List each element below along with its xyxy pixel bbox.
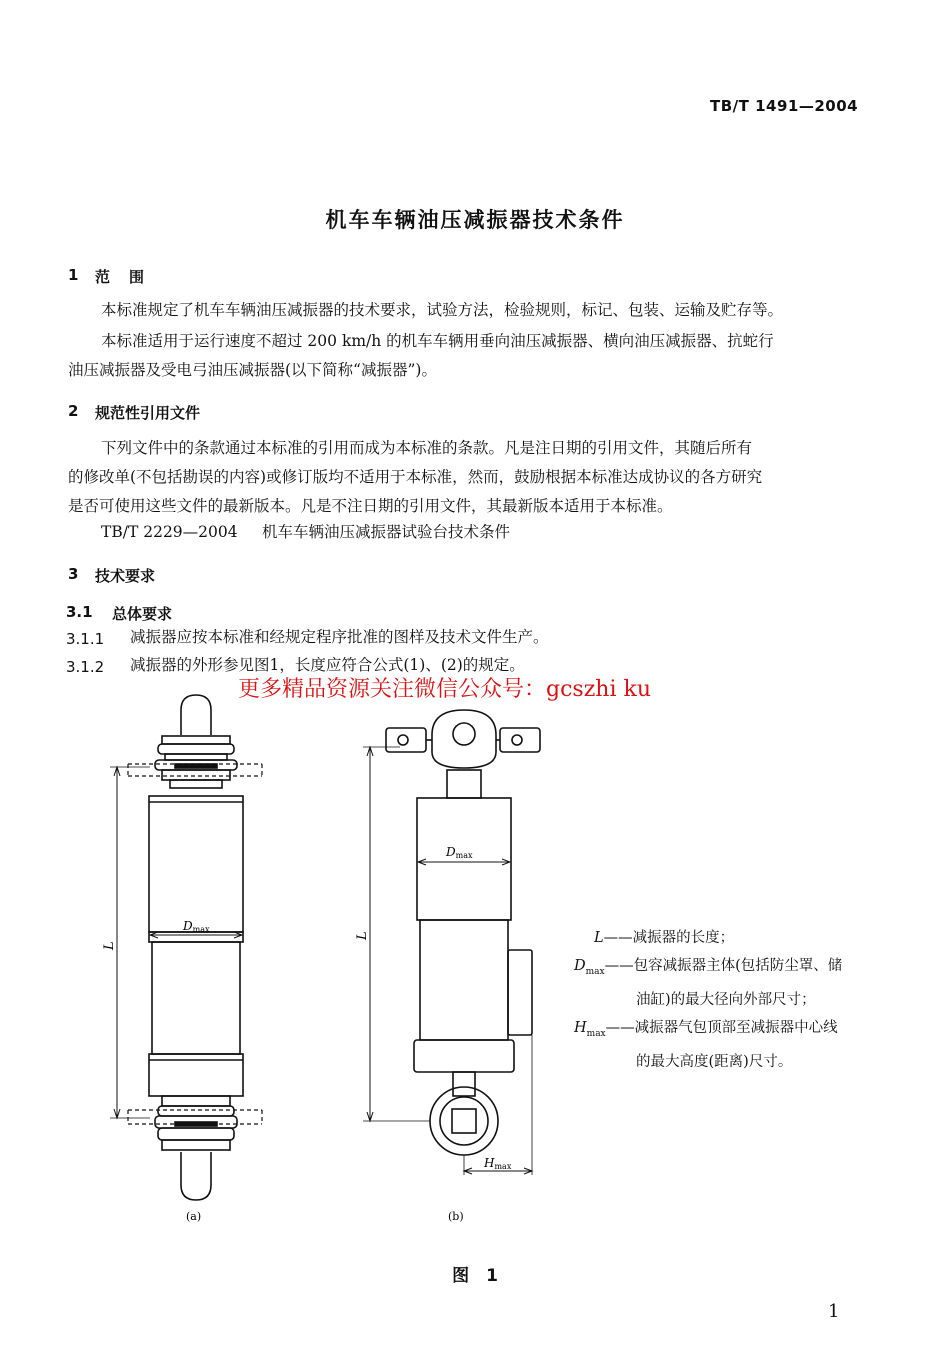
dim-L-b: L [355,931,370,940]
dim-D-b: Dmax [446,845,473,860]
reference-code: TB/T 2229—2004 [101,523,238,541]
legend-H: $H_{max}——$减振器气包顶部至减振器中心线 [574,1019,838,1039]
section-2-para-c: 是否可使用这些文件的最新版本。凡是不注日期的引用文件，其最新版本适用于本标准。 [68,497,673,515]
legend-D: $D_{max}——$包容减振器主体(包括防尘罩、储 [574,958,843,977]
legend-L: L——减振器的长度； [594,930,735,946]
section-2-para-b: 的修改单(不包括勘误的内容)或修订版均不适用于本标准，然而，鼓励根据本标准达成协议的各方研究 [68,468,763,486]
page-number: 1 [828,1301,840,1322]
section-3-1-number: 3.1 [66,603,93,621]
dim-D-a: Dmax [183,919,210,934]
legend-D-cont: 油缸)的最大径向外部尺寸； [636,991,816,1008]
legend-H-cont: 的最大高度(距离)尺寸。 [636,1053,793,1070]
section-1-title: 范 围 [95,268,147,286]
bottom-cap-a [181,1152,211,1200]
section-3-1-2-number: 3.1.2 [66,658,105,676]
body-upper-a [149,796,243,932]
section-1-para-2b: 油压减振器及受电弓油压减振器(以下简称“减振器”)。 [68,361,437,379]
dim-H-b: Hmax [484,1156,512,1171]
top-seat-a-1 [162,736,230,744]
standard-number: TB/T 1491—2004 [710,97,859,115]
caption-a: (a) [186,1210,202,1223]
section-1-number: 1 [68,266,79,284]
document-title: 机车车辆油压减振器技术条件 [325,208,625,232]
section-1-para-2a: 本标准适用于运行速度不超过 200 km/h 的机车车辆用垂向油压减振器、横向油压减振器、抗蛇行 [101,332,774,350]
section-3-number: 3 [68,565,79,583]
reservoir-b [508,950,532,1035]
figure-legend [570,924,910,1076]
top-eye-b [432,710,496,768]
section-3-title: 技术要求 [95,567,156,585]
section-2-title: 规范性引用文件 [95,404,201,422]
figure-caption: 图 1 [452,1266,498,1286]
dim-L-a: L [102,941,117,950]
top-cap-a [181,695,211,735]
section-2-para-a: 下列文件中的条款通过本标准的引用而成为本标准的条款。凡是注日期的引用文件，其随后所有 [101,439,753,457]
caption-b: (b) [448,1210,464,1223]
section-3-1-1-number: 3.1.1 [66,630,105,648]
section-2-number: 2 [68,402,79,420]
section-3-1-1-text: 减振器应按本标准和经规定程序批准的图样及技术文件生产。 [130,628,549,646]
watermark-text: 更多精品资源关注微信公众号：gcszhi ku [238,677,651,702]
section-1-para-1: 本标准规定了机车车辆油压减振器的技术要求，试验方法，检验规则，标记、包装、运输及贮存等。 [101,301,784,319]
reference-title: 机车车辆油压减振器试验台技术条件 [262,523,511,541]
section-3-1-title: 总体要求 [112,605,173,623]
section-3-1-2-text: 减振器的外形参见图1，长度应符合公式(1)、(2)的规定。 [130,656,525,674]
